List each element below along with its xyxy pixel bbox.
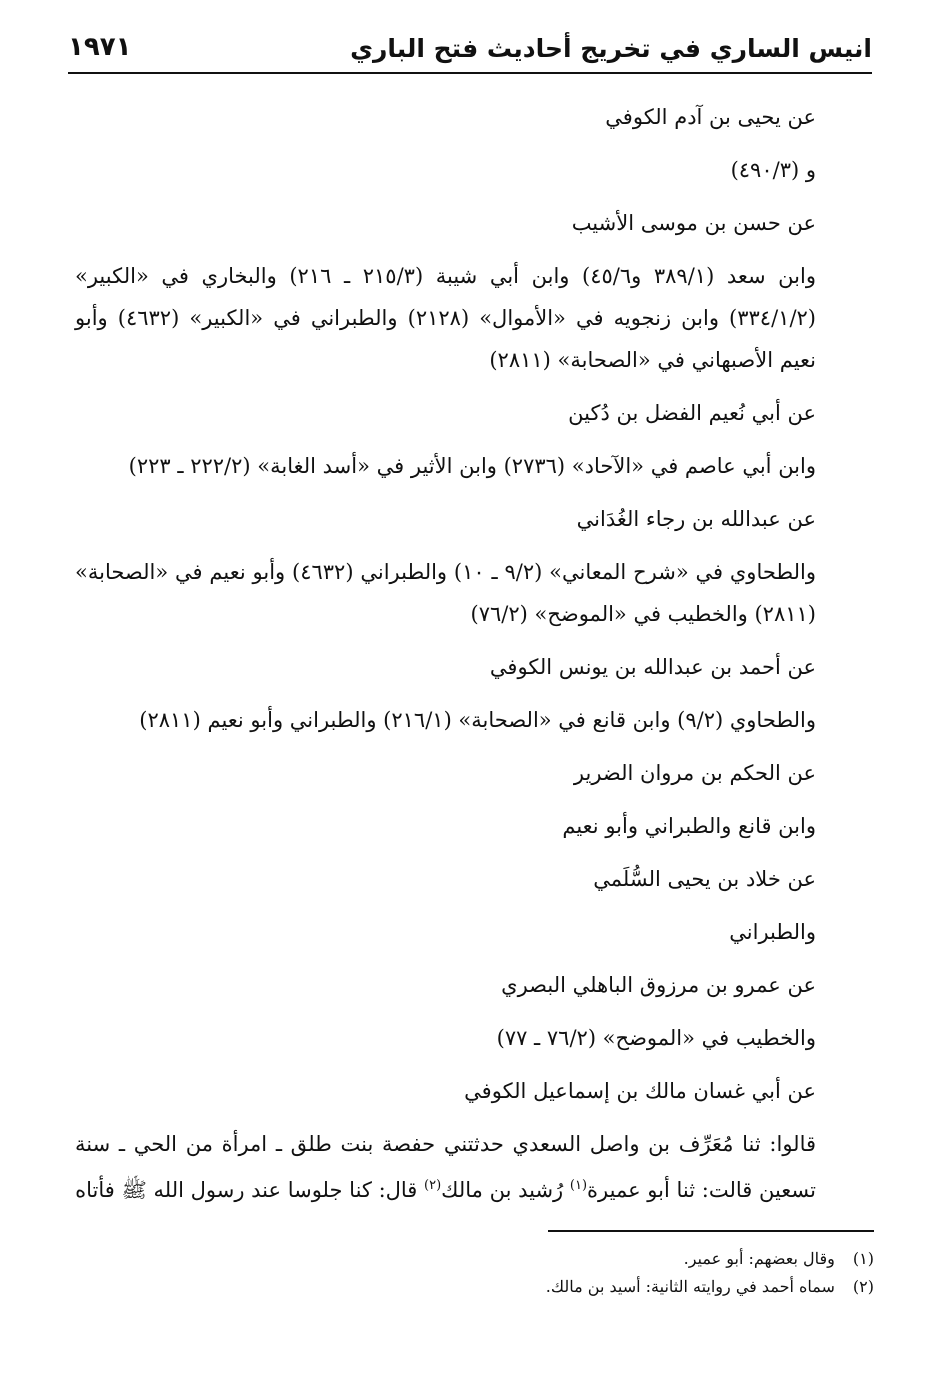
footnotes (75, 1246, 874, 1302)
paragraph: عن خلاد بن يحيى السُّلَمي (593, 867, 816, 891)
paragraph: عن الحكم بن مروان الضرير (573, 761, 816, 785)
footnote (75, 1274, 874, 1300)
paragraph: وابن قانع والطبراني وأبو نعيم (562, 814, 816, 838)
final-text-part3: قال: كنا جلوسا عند رسول الله ﷺ فأتاه (75, 1178, 425, 1202)
final-paragraph (75, 1123, 872, 1211)
paragraph: عن حسن بن موسى الأشيب (571, 211, 816, 235)
footnote-text: وقال بعضهم: أبو عمير. (683, 1249, 835, 1268)
paragraph: عن عبدالله بن رجاء الغُدَاني (576, 507, 816, 531)
paragraph: عن عمرو بن مرزوق الباهلي البصري (501, 973, 816, 997)
running-header (68, 28, 872, 74)
paragraph: والطحاوي في «شرح المعاني» (٩/٢ ـ ١٠) والطبراني (٤٦٣٢) وأبو نعيم في «الصحابة» (٢٨١١) والخطيب في «الموضح» (٧٦/٢) (75, 560, 816, 626)
paragraph: و (٤٩٠/٣) (730, 158, 816, 182)
paragraph: والطبراني (729, 920, 816, 944)
paragraph: عن يحيى بن آدم الكوفي (605, 105, 816, 129)
footnote-ref-1[interactable]: (١) (569, 1178, 588, 1193)
footnote-ref-2[interactable]: (٢) (424, 1178, 442, 1193)
page-number: ١٩٧١ (68, 32, 132, 62)
running-title: انيس الساري في تخريج أحاديث فتح الباري (350, 34, 872, 63)
paragraph: وابن سعد (٣٨٩/١ و٤٥/٦) وابن أبي شيبة (٢١٥/٣ ـ ٢١٦) والبخاري في «الكبير» (٣٣٤/١/٢) وابن زنجويه في «الأموال» (٢١٢٨) والطبراني في «الكبير» (٤٦٣٢) وأبو نعيم الأصبهاني في «الصحابة» (٢٨١١) (75, 264, 816, 372)
paragraph: والخطيب في «الموضح» (٧٦/٢ ـ ٧٧) (496, 1026, 816, 1050)
paragraph: والطحاوي (٩/٢) وابن قانع في «الصحابة» (٢١٦/١) والطبراني وأبو نعيم (٢٨١١) (139, 708, 816, 732)
footnote-number: (١) (852, 1249, 874, 1268)
paragraph: وابن أبي عاصم في «الآحاد» (٢٧٣٦) وابن الأثير في «أسد الغابة» (٢٢٢/٢ ـ ٢٢٣) (128, 454, 816, 478)
paragraph: عن أحمد بن عبدالله بن يونس الكوفي (489, 655, 816, 679)
paragraph: عن أبي نُعيم الفضل بن دُكين (568, 401, 816, 425)
main-text (75, 96, 872, 1211)
footnote-text: سماه أحمد في روايته الثانية: أسيد بن مالك. (545, 1277, 835, 1296)
final-text-part1: قالوا: ثنا مُعَرِّف بن واصل السعدي حدثتني حفصة بنت طلق ـ امرأة من الحي ـ سنة تسعين قالت: ثنا أبو عميرة (75, 1132, 816, 1202)
footnote-number: (٢) (852, 1277, 874, 1296)
final-text-part2: رُشيد بن مالك (441, 1178, 570, 1202)
footnote-divider (548, 1230, 874, 1232)
paragraph: عن أبي غسان مالك بن إسماعيل الكوفي (464, 1079, 816, 1103)
footnote (75, 1246, 874, 1272)
